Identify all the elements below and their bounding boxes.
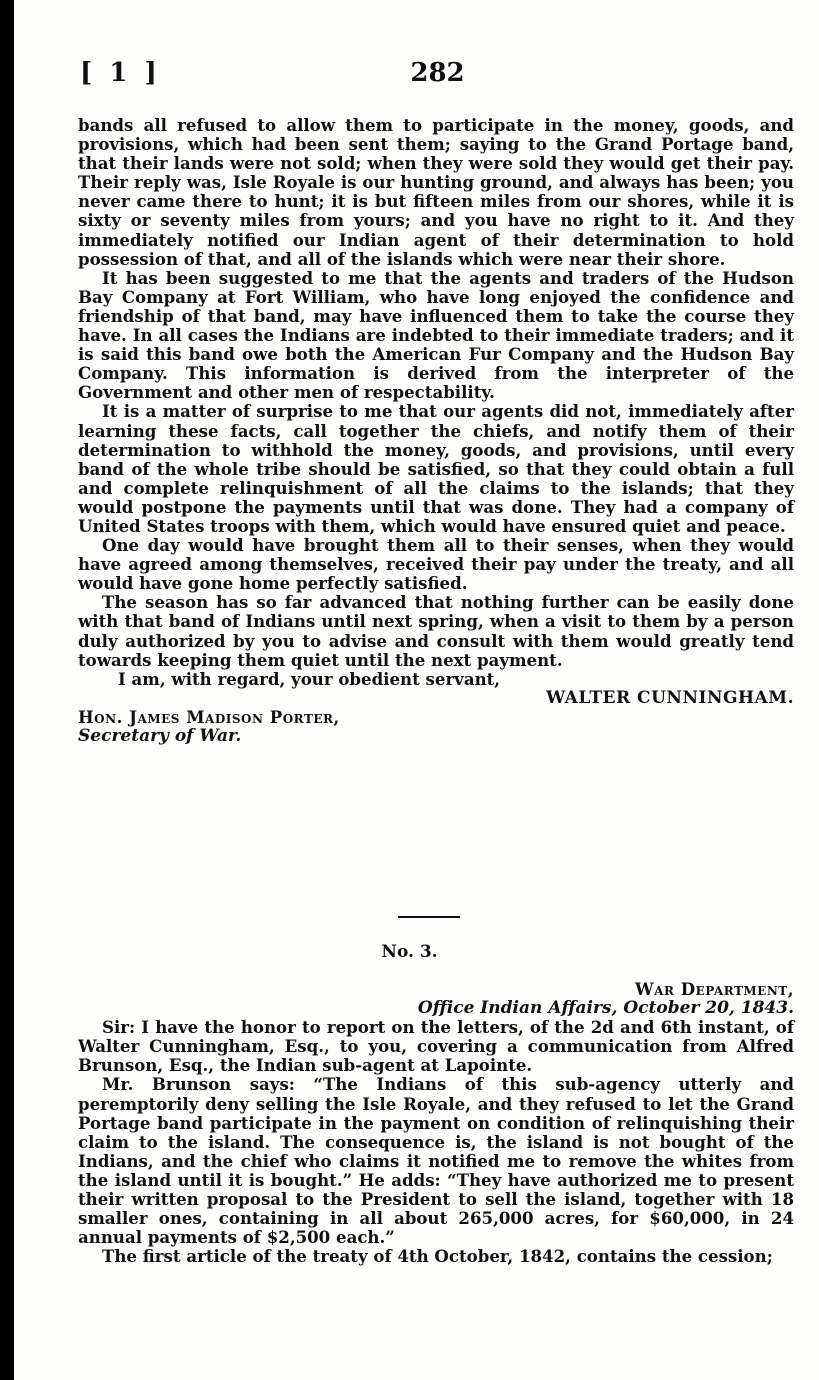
bracket-number: [ 1 ]	[80, 58, 161, 88]
office-date-text: Office Indian Affairs, October 20, 1843.	[417, 998, 794, 1019]
doc3-paragraph-1: Sir: I have the honor to report on the letters, of the 2d and 6th instant, of Walter Cunningham, Esq., to you, covering a communication from Alfred Brunson, Esq., the Indian sub-agent at Lapointe.	[78, 1017, 794, 1076]
department-heading: War Department,	[635, 979, 794, 999]
document-number: No. 3.	[381, 942, 438, 962]
doc3-paragraph-2: Mr. Brunson says: “The Indians of this sub-agency utterly and peremptorily deny selling the Isle Royale, and they refused to let the Grand Portage band participate in the payment on condition of relinquishing their claim to the island. The consequence is, the island is not bought of the Indians, and the chief who claims it notified me to remove the whites from the island until it is bought.” He adds: “They have authorized me to present their written proposal to the President to sell the island, together with 18 smaller ones, containing in all about 265,000 acres, for $60,000, in 24 annual payments of $2,500 each.”	[78, 1074, 794, 1248]
section-divider	[398, 916, 460, 918]
scan-edge	[0, 0, 14, 1380]
addressee-title: Secretary of War.	[78, 726, 242, 746]
document-3-body	[78, 980, 794, 1266]
letter-paragraph-5: The season has so far advanced that nothing further can be easily done with that band of Indians until next spring, when a visit to them by a person duly authorized by you to advise and consult with them would greatly tend towards keeping them quiet until the next payment.	[78, 592, 794, 670]
letter-paragraph-2: It has been suggested to me that the agents and traders of the Hudson Bay Company at Fort William, who have long enjoyed the confidence and friendship of that band, may have influenced them to take the course they have. In all cases the Indians are indebted to their immediate traders; and it is said this band owe both the American Fur Company and the Hudson Bay Company. This information is derived from the interpreter of the Government and other men of respectability.	[78, 267, 794, 403]
office-date	[78, 999, 794, 1018]
letter-paragraph-4: One day would have brought them all to their senses, when they would have agreed among themselves, received their pay under the treaty, and all would have gone home perfectly satisfied.	[78, 535, 794, 594]
page-number: 282	[410, 58, 465, 88]
page-header	[80, 58, 795, 92]
signature: WALTER CUNNINGHAM.	[546, 687, 794, 708]
doc3-paragraph-3: The first article of the treaty of 4th October, 1842, contains the cession;	[102, 1246, 773, 1267]
letter-paragraph-3: It is a matter of surprise to me that our agents did not, immediately after learning these facts, call together the chiefs, and notify them of their determination to withhold the money, goods, and provisions, until every band of the whole tribe should be satisfied, so that they could obtain a full and complete relinquishment of all the claims to the islands; that they would postpone the payments until that was done. They had a company of United States troops with them, which would have ensured quiet and peace.	[78, 401, 794, 536]
letter-paragraph-1: bands all refused to allow them to participate in the money, goods, and provisions, which had been sent them; saying to the Grand Portage band, that their lands were not sold; when they were sold they would get their pay. Their reply was, Isle Royale is our hunting ground, and always has been; you never came there to hunt; it is but fifteen miles from our shores, while it is sixty or seventy miles from yours; and you have no right to it. And they immediately notified our Indian agent of their determination to hold possession of that, and all of the islands which were near their shore.	[78, 115, 794, 269]
letter-body	[78, 116, 794, 746]
addressee: Hon. James Madison Porter,	[78, 706, 340, 727]
closing-line: I am, with regard, your obedient servant,	[118, 668, 501, 689]
